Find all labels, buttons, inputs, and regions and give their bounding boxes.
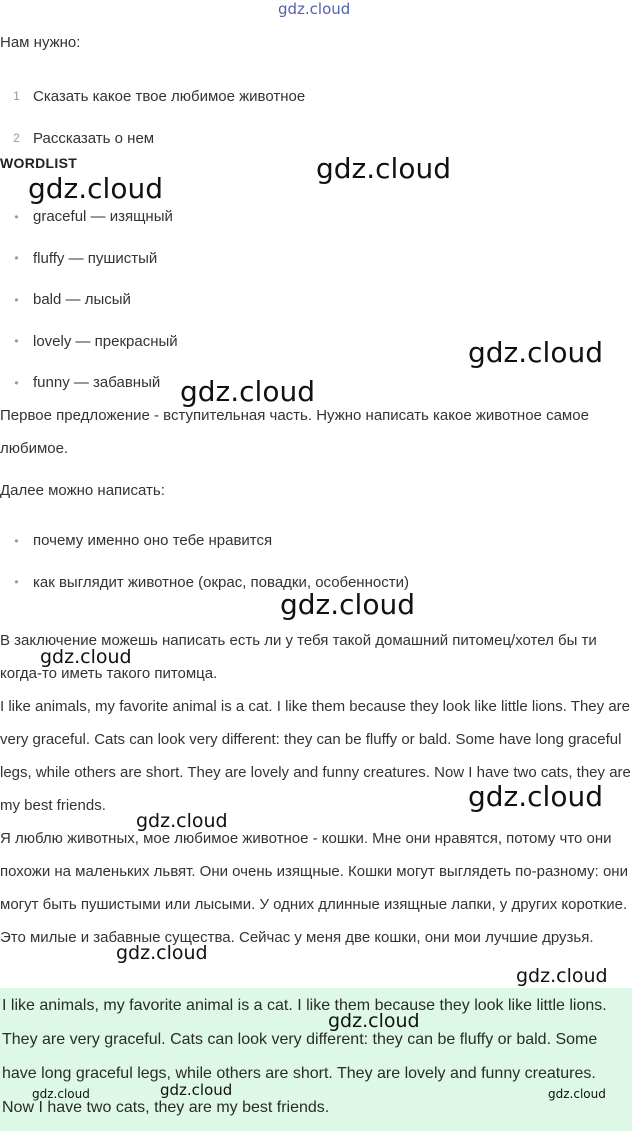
bullet-icon: • bbox=[14, 533, 19, 548]
list-item bbox=[0, 75, 632, 117]
example-english: I like animals, my favorite animal is a cat. I like them because they look like little lions. They are very graceful. Cats can look very different: they can be fluffy or bald. Some have long graceful legs, while others are short. They are lovely and funny creatures. Now I have two cats, they are my best friends. bbox=[0, 698, 631, 814]
list-item-text: как выглядит животное (окрас, повадки, особенности) bbox=[33, 573, 409, 591]
watermark: gdz.cloud bbox=[280, 588, 415, 621]
paragraph-conclusion: В заключение можешь написать есть ли у тебя такой домашний питомец/хотел бы ти когда-то иметь такого питомца. bbox=[0, 632, 597, 682]
list-item-text: fluffy — пушистый bbox=[33, 249, 158, 267]
list-item-text: Рассказать о нем bbox=[33, 129, 155, 147]
list-number: 2 bbox=[13, 131, 20, 145]
list-item-text: lovely — прекрасный bbox=[33, 332, 178, 350]
list-item bbox=[0, 279, 632, 321]
list-item-text: bald — лысый bbox=[33, 291, 131, 309]
bullet-icon: • bbox=[14, 575, 19, 590]
bullet-icon: • bbox=[14, 251, 19, 266]
answer-english: I like animals, my favorite animal is a cat. I like them because they look like little lions. They are very graceful. Cats can look very different: they can be fluffy or bald. Some have long graceful legs, while others are short. They are lovely and funny creatures. Now I have two cats, they are my best friends. bbox=[2, 997, 607, 1116]
watermark: gdz.cloud bbox=[468, 780, 603, 813]
watermark: gdz.cloud bbox=[316, 152, 451, 185]
watermark: gdz.cloud bbox=[116, 942, 208, 964]
watermark: gdz.cloud bbox=[548, 1087, 606, 1101]
example-russian: Я люблю животных, мое любимое животное - кошки. Мне они нравятся, потому что они похожи на маленьких львят. Они очень изящные. Кошки могут выглядеть по-разному: они могут быть пушистыми или лысыми. У одних длинные изящные лапки, у других короткие. Это милые и забавные существа. Сейчас у меня две кошки, они мои лучшие друзья. bbox=[0, 830, 628, 946]
wordlist bbox=[0, 196, 632, 404]
paragraph-next: Далее можно написать: bbox=[0, 482, 165, 499]
watermark: gdz.cloud bbox=[278, 0, 351, 18]
watermark: gdz.cloud bbox=[160, 1081, 233, 1099]
list-number: 1 bbox=[13, 89, 20, 103]
bullet-icon: • bbox=[14, 209, 19, 224]
watermark: gdz.cloud bbox=[28, 172, 163, 205]
list-item bbox=[0, 238, 632, 280]
watermark: gdz.cloud bbox=[516, 965, 608, 987]
list-item-text: graceful — изящный bbox=[33, 208, 173, 226]
wordlist-heading: WORDLIST bbox=[0, 155, 78, 171]
list-item bbox=[0, 520, 632, 562]
bullet-icon: • bbox=[14, 292, 19, 307]
watermark: gdz.cloud bbox=[40, 646, 132, 668]
bullet-icon: • bbox=[14, 375, 19, 390]
answer-box bbox=[0, 988, 632, 1131]
watermark: gdz.cloud bbox=[32, 1087, 90, 1101]
intro-text: Нам нужно: bbox=[0, 34, 81, 51]
steps-list bbox=[0, 75, 632, 159]
paragraph-first-sentence: Первое предложение - вступительная часть. Нужно написать какое животное самое любимое. bbox=[0, 407, 589, 457]
watermark: gdz.cloud bbox=[468, 336, 603, 369]
bullet-icon: • bbox=[14, 334, 19, 349]
list-item-text: Сказать какое твое любимое животное bbox=[33, 87, 306, 105]
watermark: gdz.cloud bbox=[180, 375, 315, 408]
list-item-text: почему именно оно тебе нравится bbox=[33, 532, 273, 550]
watermark: gdz.cloud bbox=[136, 810, 228, 832]
list-item-text: funny — забавный bbox=[33, 374, 161, 392]
watermark: gdz.cloud bbox=[328, 1010, 420, 1032]
